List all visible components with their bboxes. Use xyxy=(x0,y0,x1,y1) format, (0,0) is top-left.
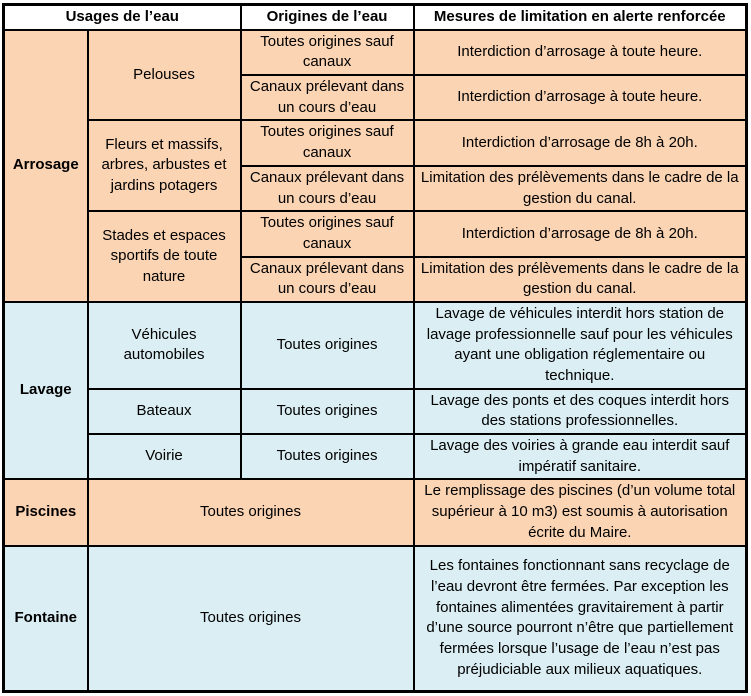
origine-piscines: Toutes origines xyxy=(88,479,414,545)
table-row xyxy=(4,546,747,692)
table-row xyxy=(4,120,747,165)
category-fontaine: Fontaine xyxy=(4,546,88,692)
category-arrosage: Arrosage xyxy=(4,30,88,302)
mesure-fleurs-2: Limitation des prélèvements dans le cadre de la gestion du canal. xyxy=(414,166,747,211)
mesure-voirie: Lavage des voiries à grande eau interdit sauf impératif sanitaire. xyxy=(414,434,747,479)
table-row xyxy=(4,479,747,545)
origine-vehicules: Toutes origines xyxy=(241,302,414,389)
table-row xyxy=(4,30,747,75)
mesure-piscines: Le remplissage des piscines (d’un volume total supérieur à 10 m3) est soumis à autorisation écrite du Maire. xyxy=(414,479,747,545)
usage-vehicules: Véhicules automobiles xyxy=(88,302,241,389)
usage-bateaux: Bateaux xyxy=(88,389,241,434)
mesure-pelouses-2: Interdiction d’arrosage à toute heure. xyxy=(414,75,747,120)
usage-fleurs: Fleurs et massifs, arbres, arbustes et jardins potagers xyxy=(88,120,241,211)
origine-fontaine: Toutes origines xyxy=(88,546,414,692)
usage-stades: Stades et espaces sportifs de toute nature xyxy=(88,211,241,302)
header-origines: Origines de l’eau xyxy=(241,5,414,30)
table-row xyxy=(4,211,747,256)
table-row xyxy=(4,389,747,434)
mesure-bateaux: Lavage des ponts et des coques interdit hors des stations professionnelles. xyxy=(414,389,747,434)
mesure-stades-2: Limitation des prélèvements dans le cadre de la gestion du canal. xyxy=(414,257,747,302)
category-piscines: Piscines xyxy=(4,479,88,545)
table-row xyxy=(4,434,747,479)
table-row xyxy=(4,302,747,389)
water-restrictions-table xyxy=(2,3,748,693)
usage-voirie: Voirie xyxy=(88,434,241,479)
header-row xyxy=(4,5,747,30)
mesure-fontaine: Les fontaines fonctionnant sans recyclage de l’eau devront être fermées. Par exception les fontaines alimentées gravitairement à partir d’une source pourront n’être que partiellement fermées lorsque l’usage de l’eau n’est pas préjudiciable aux milieux aquatiques. xyxy=(414,546,747,692)
mesure-vehicules: Lavage de véhicules interdit hors station de lavage professionnelle sauf pour les véhicules ayant une obligation réglementaire ou technique. xyxy=(414,302,747,389)
origine-stades-2: Canaux prélevant dans un cours d’eau xyxy=(241,257,414,302)
header-mesures: Mesures de limitation en alerte renforcée xyxy=(414,5,747,30)
category-lavage: Lavage xyxy=(4,302,88,480)
origine-pelouses-2: Canaux prélevant dans un cours d’eau xyxy=(241,75,414,120)
header-usages: Usages de l’eau xyxy=(4,5,241,30)
origine-stades-1: Toutes origines sauf canaux xyxy=(241,211,414,256)
origine-fleurs-1: Toutes origines sauf canaux xyxy=(241,120,414,165)
origine-bateaux: Toutes origines xyxy=(241,389,414,434)
origine-voirie: Toutes origines xyxy=(241,434,414,479)
mesure-pelouses-1: Interdiction d’arrosage à toute heure. xyxy=(414,30,747,75)
origine-fleurs-2: Canaux prélevant dans un cours d’eau xyxy=(241,166,414,211)
usage-pelouses: Pelouses xyxy=(88,30,241,121)
mesure-fleurs-1: Interdiction d’arrosage de 8h à 20h. xyxy=(414,120,747,165)
origine-pelouses-1: Toutes origines sauf canaux xyxy=(241,30,414,75)
mesure-stades-1: Interdiction d’arrosage de 8h à 20h. xyxy=(414,211,747,256)
